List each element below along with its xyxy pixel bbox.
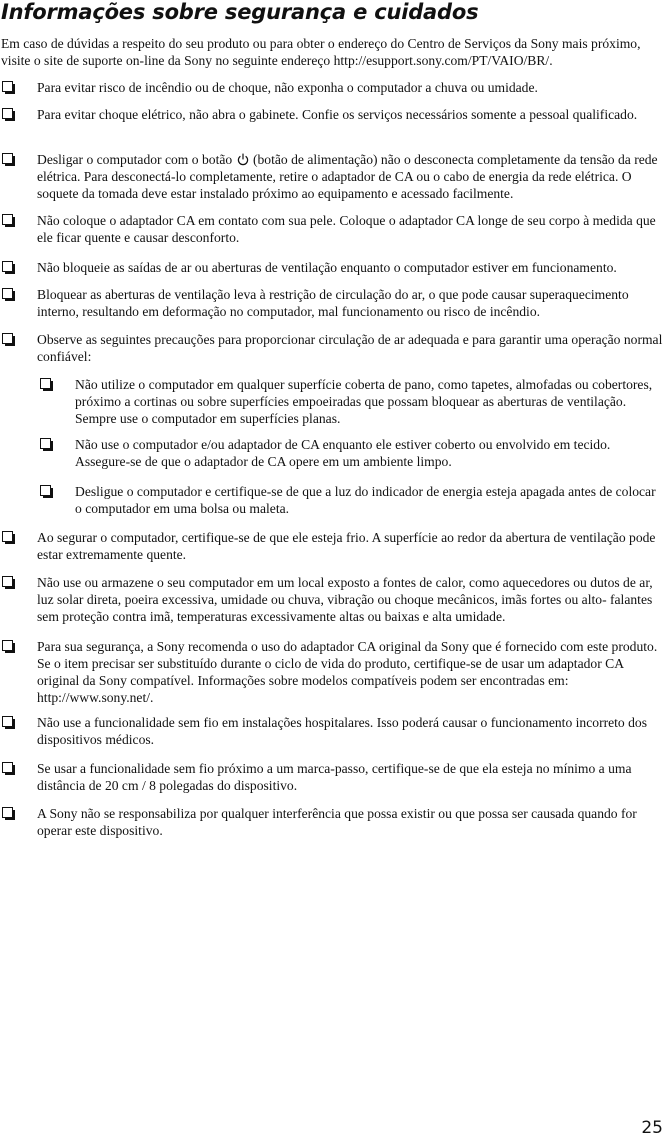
list-item-text: Não use ou armazene o seu computador em um local exposto a fontes de calor, como aquecedores ou dutos de ar, luz solar direta, poeira excessiva, umidade ou chuva, vibração ou choque mecânicos, imãs fortes ou alto- falantes sem proteção contra imã, temperaturas excessivamente altas ou baixas e alta umidade. xyxy=(37,575,653,624)
list-item-text: Desligue o computador e certifique-se de que a luz do indicador de energia esteja apagada antes de colocar o computador em uma bolsa ou maleta. xyxy=(75,484,656,516)
list-item-text: Não use a funcionalidade sem fio em instalações hospitalares. Isso poderá causar o funcionamento incorreto dos dispositivos médicos. xyxy=(37,715,648,747)
list-item-text: Para evitar choque elétrico, não abra o gabinete. Confie os serviços necessários somente a pessoal qualificado. xyxy=(37,107,638,122)
list-item-text: A Sony não se responsabiliza por qualquer interferência que possa existir ou que possa ser causada quando for operar este dispositivo. xyxy=(37,806,637,838)
list-item-text: Desligar o computador com o botão xyxy=(37,152,233,167)
page-title: Informações sobre segurança e cuidados xyxy=(1,0,479,24)
checkbox-icon xyxy=(2,576,13,587)
list-item-text: Para evitar risco de incêndio ou de choque, não exponha o computador a chuva ou umidade. xyxy=(37,80,538,95)
checkbox-icon xyxy=(2,716,13,727)
list-item-text: Ao segurar o computador, certifique-se de que ele esteja frio. A superfície ao redor da abertura de ventilação pode estar extremamente quente. xyxy=(37,530,656,562)
list-item xyxy=(37,714,665,748)
checkbox-icon xyxy=(2,261,13,272)
list-item-text: (botão de alimentação) não o desconecta completamente da tensão da rede elétrica. Para desconectá-lo completamente, retire o adaptador de CA ou o cabo de energia da rede elétrica. O soquete da tomada deve estar instalado próximo ao equipamento e acessado facilmente. xyxy=(37,152,658,201)
list-item xyxy=(37,79,665,96)
list-item xyxy=(37,106,665,123)
checkbox-icon xyxy=(2,531,13,542)
list-item xyxy=(37,638,665,706)
list-item-text: Observe as seguintes precauções para proporcionar circulação de ar adequada e para garantir uma operação normal confiável: xyxy=(37,332,663,364)
list-item xyxy=(75,376,665,427)
list-item xyxy=(37,574,665,625)
checkbox-icon xyxy=(40,438,51,449)
checkbox-icon xyxy=(2,214,13,225)
page-number: 25 xyxy=(641,1118,663,1138)
list-item xyxy=(37,151,665,202)
list-item xyxy=(37,286,665,320)
list-item-text: Bloquear as aberturas de ventilação leva à restrição de circulação do ar, o que pode causar superaquecimento interno, resultando em deformação no computador, mal funcionamento ou risco de incêndio. xyxy=(37,287,629,319)
checkbox-icon xyxy=(2,807,13,818)
list-item xyxy=(37,331,665,365)
list-item-text: Não use o computador e/ou adaptador de CA enquanto ele estiver coberto ou envolvido em tecido. Assegure-se de que o adaptador de CA opere em um ambiente limpo. xyxy=(75,437,611,469)
list-item xyxy=(75,483,665,517)
list-item xyxy=(37,760,665,794)
checkbox-icon xyxy=(2,333,13,344)
list-item xyxy=(37,805,665,839)
checkbox-icon xyxy=(2,288,13,299)
checkbox-icon xyxy=(2,108,13,119)
checkbox-icon xyxy=(40,485,51,496)
intro-paragraph: Em caso de dúvidas a respeito do seu produto ou para obter o endereço do Centro de Serviços da Sony mais próximo, visite o site de suporte on-line da Sony no seguinte endereço http://esupport.sony.com/PT/VAIO/BR/. xyxy=(1,36,641,68)
checkbox-icon xyxy=(2,153,13,164)
power-icon xyxy=(237,153,249,166)
list-item-text: Não coloque o adaptador CA em contato com sua pele. Coloque o adaptador CA longe de seu corpo à medida que ele ficar quente e causar desconforto. xyxy=(37,213,656,245)
list-item-text: Para sua segurança, a Sony recomenda o uso do adaptador CA original da Sony que é fornecido com este produto. Se o item precisar ser substituído durante o ciclo de vida do produto, certifique-se de usar um adaptador CA original da Sony compatível. Informações sobre modelos compatíveis podem ser encontradas em: http://www.sony.net/. xyxy=(37,639,658,705)
checkbox-icon xyxy=(2,81,13,92)
list-item xyxy=(75,436,665,470)
list-item xyxy=(37,529,665,563)
checkbox-icon xyxy=(40,378,51,389)
checkbox-icon xyxy=(2,762,13,773)
list-item xyxy=(37,259,665,276)
checkbox-icon xyxy=(2,640,13,651)
list-item xyxy=(37,212,665,246)
list-item-text: Não utilize o computador em qualquer superfície coberta de pano, como tapetes, almofadas ou cobertores, próximo a cortinas ou sobre superfícies empoeiradas que possam bloquear as aberturas de ventilação. Sempre use o computador em superfícies planas. xyxy=(75,377,653,426)
list-item-text: Se usar a funcionalidade sem fio próximo a um marca-passo, certifique-se de que ela esteja no mínimo a uma distância de 20 cm / 8 polegadas do dispositivo. xyxy=(37,761,632,793)
list-item-text: Não bloqueie as saídas de ar ou aberturas de ventilação enquanto o computador estiver em funcionamento. xyxy=(37,260,617,275)
